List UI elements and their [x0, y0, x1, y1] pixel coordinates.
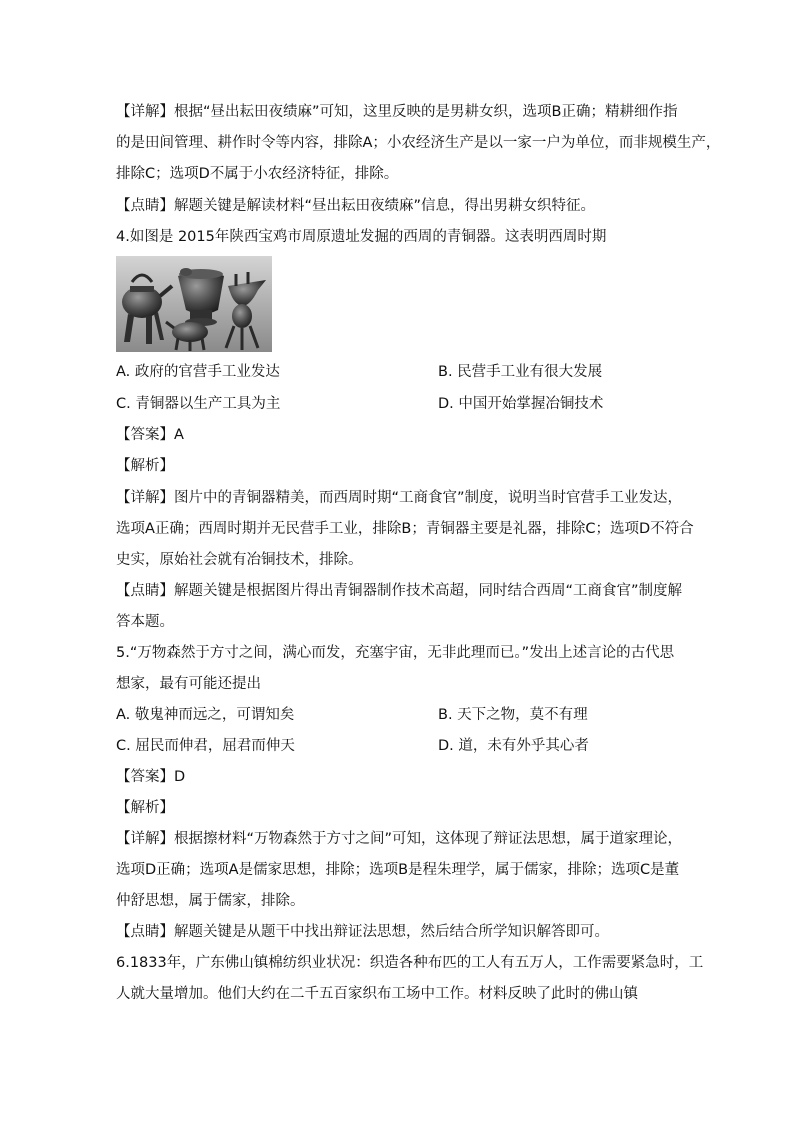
q4-option-c: C. 青铜器以生产工具为主 [116, 396, 281, 412]
q6-stem-line-2: 人就大量增加。他们大约在二千五百家织布工场中工作。材料反映了此时的佛山镇 [116, 986, 638, 1002]
q3-comment: 【点睛】解题关键是解读材料“昼出耘田夜绩麻”信息，得出男耕女织特征。 [116, 198, 596, 214]
bronze-vessels-illustration [116, 256, 272, 352]
q4-stem: 4.如图是 2015年陕西宝鸡市周原遗址发掘的西周的青铜器。这表明西周时期 [116, 229, 607, 245]
bronze-vessels-photo [116, 256, 272, 352]
q3-detail-line-1: 【详解】根据“昼出耘田夜绩麻”可知，这里反映的是男耕女织，选项B正确；精耕细作指 [116, 104, 678, 120]
q5-detail-line-3: 仲舒思想，属于儒家，排除。 [116, 893, 305, 909]
q4-option-d: D. 中国开始掌握冶铜技术 [438, 396, 604, 412]
q5-option-a: A. 敬鬼神而远之，可谓知矣 [116, 707, 295, 723]
q5-option-d: D. 道，未有外乎其心者 [438, 738, 589, 754]
q4-analysis-label: 【解析】 [116, 458, 174, 474]
q4-option-b: B. 民营手工业有很大发展 [438, 364, 603, 380]
q5-analysis-label: 【解析】 [116, 800, 174, 816]
q4-answer: 【答案】A [116, 427, 184, 443]
q5-comment: 【点睛】解题关键是从题干中找出辩证法思想，然后结合所学知识解答即可。 [116, 924, 609, 940]
q6-stem-line-1: 6.1833年，广东佛山镇棉纺织业状况：织造各种布匹的工人有五万人，工作需要紧急时，工 [116, 955, 704, 971]
q5-detail-line-1: 【详解】根据擦材料“万物森然于方寸之间”可知，这体现了辩证法思想，属于道家理论， [116, 831, 683, 847]
q5-option-b: B. 天下之物，莫不有理 [438, 707, 588, 723]
q5-detail-line-2: 选项D正确；选项A是儒家思想，排除；选项B是程朱理学，属于儒家，排除；选项C是董 [116, 862, 680, 878]
q3-detail-line-3: 排除C；选项D不属于小农经济特征，排除。 [116, 166, 399, 182]
q4-option-a: A. 政府的官营手工业发达 [116, 364, 280, 380]
q4-detail-line-2: 选项A正确；西周时期并无民营手工业，排除B；青铜器主要是礼器，排除C；选项D不符合 [116, 521, 694, 537]
q4-detail-line-1: 【详解】图片中的青铜器精美，而西周时期“工商食官”制度，说明当时官营手工业发达， [116, 490, 683, 506]
q4-detail-line-3: 史实，原始社会就有冶铜技术，排除。 [116, 552, 363, 568]
q5-answer: 【答案】D [116, 769, 186, 785]
q3-detail-line-2: 的是田间管理、耕作时令等内容，排除A；小农经济生产是以一家一户为单位，而非规模生产， [116, 135, 721, 151]
q5-option-c: C. 屈民而伸君，屈君而伸天 [116, 738, 295, 754]
q5-stem-line-2: 想家，最有可能还提出 [116, 676, 261, 692]
q5-stem-line-1: 5.“万物森然于方寸之间，满心而发，充塞宇宙，无非此理而已。”发出上述言论的古代思 [116, 645, 675, 661]
q4-comment-line-2: 答本题。 [116, 614, 174, 630]
q4-comment-line-1: 【点睛】解题关键是根据图片得出青铜器制作技术高超，同时结合西周“工商食官”制度解 [116, 583, 683, 599]
